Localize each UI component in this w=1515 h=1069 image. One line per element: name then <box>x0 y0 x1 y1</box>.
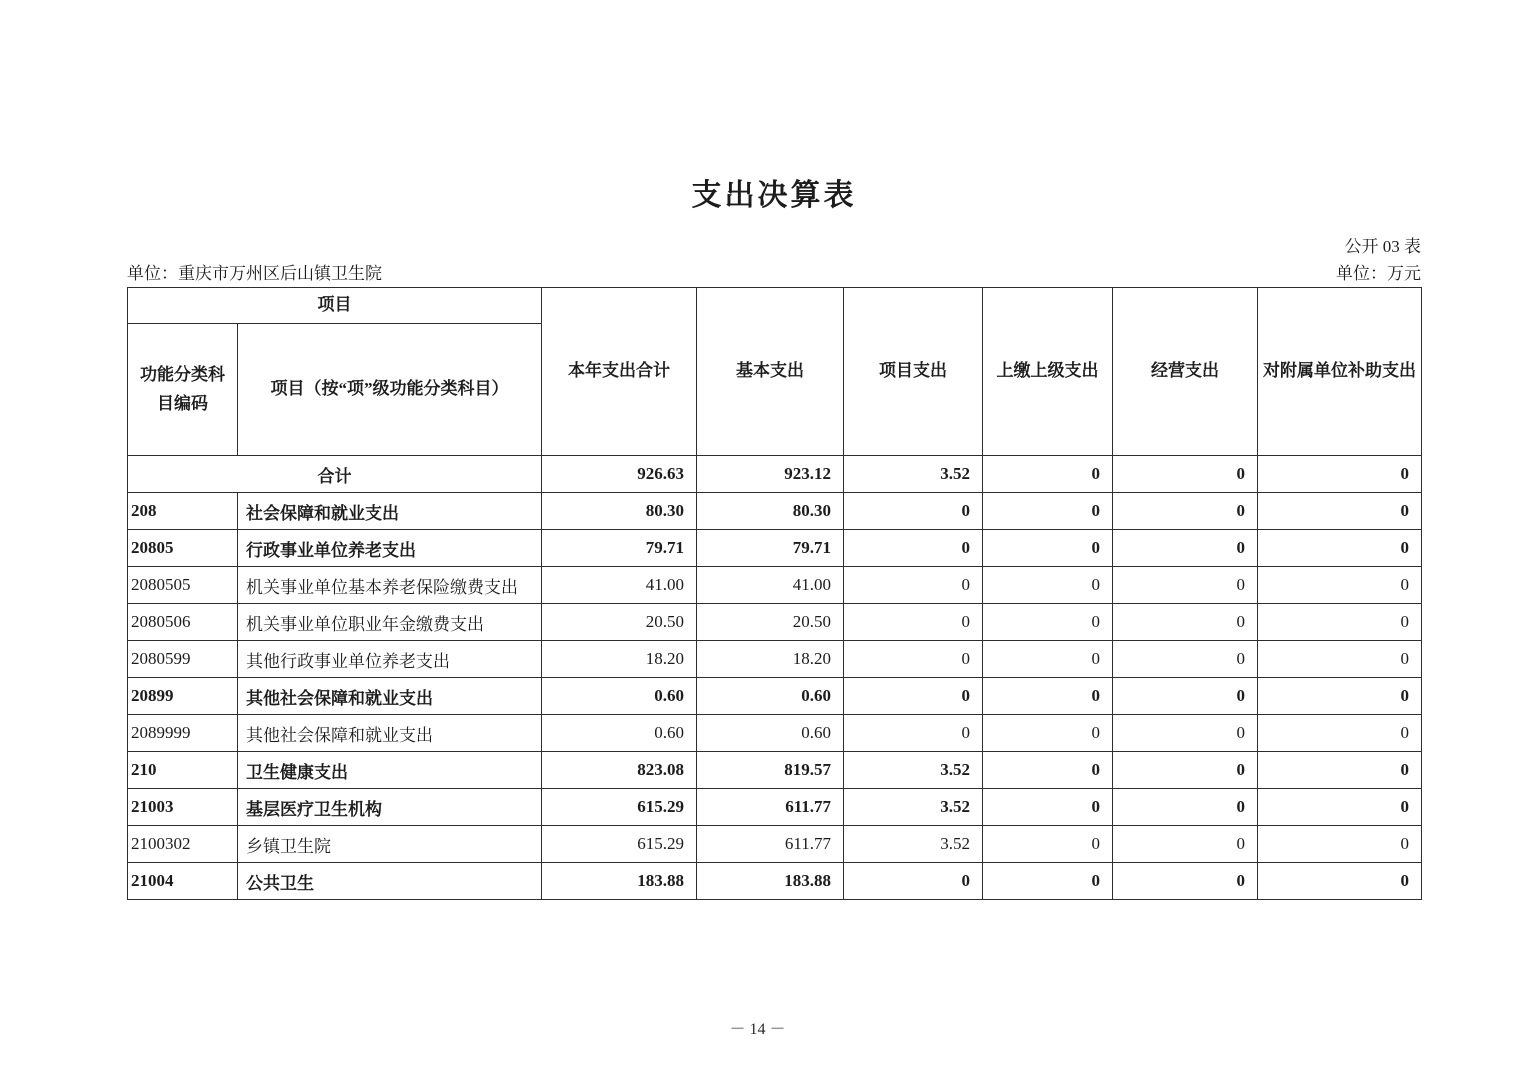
table-row <box>128 863 1422 900</box>
value-cell: 3.52 <box>844 752 983 789</box>
table-row <box>128 493 1422 530</box>
value-cell: 41.00 <box>697 567 844 604</box>
function-code-cell: 20805 <box>128 530 238 567</box>
project-name-cell: 公共卫生 <box>238 863 542 900</box>
sheet-number-label: 公开 03 表 <box>1344 237 1421 256</box>
function-code-cell: 208 <box>128 493 238 530</box>
header-subsidy-to-affiliates: 对附属单位补助支出 <box>1258 288 1422 456</box>
value-cell: 0 <box>983 641 1113 678</box>
page-number: － 14 － <box>729 1021 786 1038</box>
value-cell: 0 <box>983 530 1113 567</box>
value-cell: 3.52 <box>844 826 983 863</box>
value-cell: 0 <box>1258 678 1422 715</box>
value-cell: 0 <box>983 752 1113 789</box>
header-project-expenditure: 项目支出 <box>844 288 983 456</box>
function-code-cell: 2100302 <box>128 826 238 863</box>
project-name-cell: 其他社会保障和就业支出 <box>238 715 542 752</box>
project-name-cell: 社会保障和就业支出 <box>238 493 542 530</box>
value-cell: 3.52 <box>844 456 983 493</box>
project-name-cell: 机关事业单位职业年金缴费支出 <box>238 604 542 641</box>
value-cell: 0 <box>1113 752 1258 789</box>
table-row <box>128 530 1422 567</box>
value-cell: 79.71 <box>697 530 844 567</box>
table-row <box>128 715 1422 752</box>
value-cell: 0 <box>983 604 1113 641</box>
value-cell: 0 <box>1113 493 1258 530</box>
value-cell: 0.60 <box>542 678 697 715</box>
table-row <box>128 604 1422 641</box>
project-name-cell: 乡镇卫生院 <box>238 826 542 863</box>
value-cell: 0 <box>983 789 1113 826</box>
value-cell: 0.60 <box>697 678 844 715</box>
table-body <box>128 456 1422 900</box>
project-name-cell: 其他社会保障和就业支出 <box>238 678 542 715</box>
value-cell: 0 <box>1258 530 1422 567</box>
header-upward-remittance: 上缴上级支出 <box>983 288 1113 456</box>
value-cell: 0 <box>1258 789 1422 826</box>
project-name-cell: 行政事业单位养老支出 <box>238 530 542 567</box>
value-cell: 0 <box>983 456 1113 493</box>
value-cell: 0 <box>1113 604 1258 641</box>
value-cell: 183.88 <box>542 863 697 900</box>
value-cell: 0 <box>844 678 983 715</box>
value-cell: 0 <box>983 567 1113 604</box>
value-cell: 0 <box>1258 567 1422 604</box>
value-cell: 611.77 <box>697 789 844 826</box>
project-name-cell: 卫生健康支出 <box>238 752 542 789</box>
expenditure-table <box>127 287 1422 900</box>
value-cell: 0 <box>1258 863 1422 900</box>
unit-info-row <box>127 259 1421 284</box>
value-cell: 0.60 <box>542 715 697 752</box>
value-cell: 0 <box>844 863 983 900</box>
value-cell: 923.12 <box>697 456 844 493</box>
value-cell: 611.77 <box>697 826 844 863</box>
header-project-group: 项目 <box>128 288 542 324</box>
value-cell: 80.30 <box>697 493 844 530</box>
value-cell: 0 <box>1113 826 1258 863</box>
value-cell: 0 <box>1258 715 1422 752</box>
value-cell: 0 <box>1113 456 1258 493</box>
value-cell: 0 <box>1258 604 1422 641</box>
table-row <box>128 789 1422 826</box>
value-cell: 0 <box>983 493 1113 530</box>
value-cell: 183.88 <box>697 863 844 900</box>
value-cell: 0 <box>1258 456 1422 493</box>
project-name-cell: 其他行政事业单位养老支出 <box>238 641 542 678</box>
value-cell: 79.71 <box>542 530 697 567</box>
value-cell: 20.50 <box>697 604 844 641</box>
function-code-cell: 2080505 <box>128 567 238 604</box>
value-cell: 926.63 <box>542 456 697 493</box>
unit-name-label: 单位：重庆市万州区后山镇卫生院 <box>127 264 382 283</box>
value-cell: 0 <box>983 863 1113 900</box>
value-cell: 20.50 <box>542 604 697 641</box>
table-row <box>128 456 1422 493</box>
table-row <box>128 752 1422 789</box>
project-name-cell: 机关事业单位基本养老保险缴费支出 <box>238 567 542 604</box>
project-name-cell: 基层医疗卫生机构 <box>238 789 542 826</box>
table-row <box>128 678 1422 715</box>
header-project-name: 项目（按“项”级功能分类科目） <box>238 324 542 456</box>
value-cell: 0 <box>1258 493 1422 530</box>
value-cell: 0 <box>1258 752 1422 789</box>
function-code-cell: 2080506 <box>128 604 238 641</box>
value-cell: 0 <box>1258 641 1422 678</box>
table-row <box>128 641 1422 678</box>
function-code-cell: 21003 <box>128 789 238 826</box>
header-basic-expenditure: 基本支出 <box>697 288 844 456</box>
value-cell: 0 <box>1113 567 1258 604</box>
value-cell: 0 <box>844 715 983 752</box>
value-cell: 0 <box>844 567 983 604</box>
value-cell: 0 <box>1113 641 1258 678</box>
function-code-cell: 20899 <box>128 678 238 715</box>
value-cell: 0 <box>1113 678 1258 715</box>
value-cell: 823.08 <box>542 752 697 789</box>
value-cell: 18.20 <box>542 641 697 678</box>
value-cell: 80.30 <box>542 493 697 530</box>
header-operating-expenditure: 经营支出 <box>1113 288 1258 456</box>
table-row <box>128 826 1422 863</box>
value-cell: 0 <box>1113 789 1258 826</box>
value-cell: 0 <box>844 604 983 641</box>
value-cell: 615.29 <box>542 789 697 826</box>
value-cell: 0 <box>1113 530 1258 567</box>
function-code-cell: 21004 <box>128 863 238 900</box>
value-cell: 0 <box>983 715 1113 752</box>
value-cell: 0 <box>983 826 1113 863</box>
value-cell: 0 <box>1113 715 1258 752</box>
value-cell: 819.57 <box>697 752 844 789</box>
function-code-cell: 2089999 <box>128 715 238 752</box>
value-cell: 18.20 <box>697 641 844 678</box>
total-label-cell: 合计 <box>128 456 542 493</box>
page-title: 支出决算表 <box>691 179 857 212</box>
value-cell: 0 <box>983 678 1113 715</box>
table-row <box>128 567 1422 604</box>
value-cell: 0.60 <box>697 715 844 752</box>
value-cell: 0 <box>844 530 983 567</box>
header-function-code: 功能分类科目编码 <box>128 324 238 456</box>
header-total-expenditure: 本年支出合计 <box>542 288 697 456</box>
function-code-cell: 2080599 <box>128 641 238 678</box>
value-cell: 0 <box>844 641 983 678</box>
value-cell: 0 <box>844 493 983 530</box>
table-header-row-1 <box>128 288 1422 324</box>
unit-currency-label: 单位：万元 <box>1336 264 1421 283</box>
value-cell: 41.00 <box>542 567 697 604</box>
value-cell: 3.52 <box>844 789 983 826</box>
function-code-cell: 210 <box>128 752 238 789</box>
value-cell: 615.29 <box>542 826 697 863</box>
value-cell: 0 <box>1113 863 1258 900</box>
value-cell: 0 <box>1258 826 1422 863</box>
